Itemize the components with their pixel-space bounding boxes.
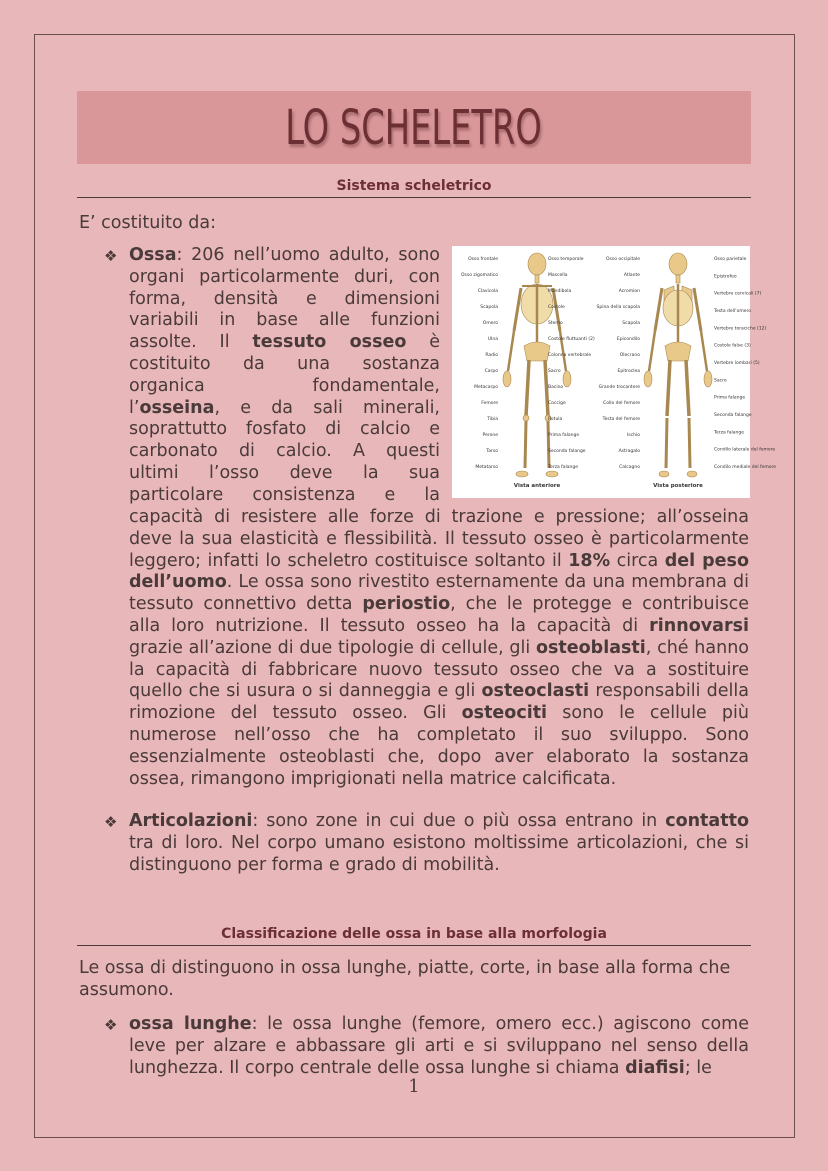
figure-label: Metatarso bbox=[475, 465, 498, 470]
caption-front: Vista anteriore bbox=[513, 483, 561, 489]
bullet-diamond-icon: ❖ bbox=[104, 247, 118, 265]
figure-label: Mascella bbox=[548, 273, 568, 278]
ossa-text: responsabili della rimozione del tessuto osseo. Gli bbox=[129, 681, 749, 724]
caption-back: Vista posteriore bbox=[653, 483, 703, 489]
ossa-line: soprattutto fosfato di calcio e bbox=[129, 419, 440, 440]
ossa-line: costituito da una sostanza bbox=[129, 353, 440, 374]
figure-label: Tarso bbox=[486, 449, 498, 454]
figure-label: Acromion bbox=[618, 289, 640, 294]
figure-label: Metacarpo bbox=[474, 385, 498, 390]
figure-label: Bacino bbox=[548, 385, 564, 390]
tessuto-osseo-term: tessuto osseo bbox=[252, 332, 407, 353]
figure-label: Prima falange bbox=[548, 433, 580, 438]
figure-label: Scapola bbox=[480, 305, 498, 310]
ossa-line: ultimi l’osso deve la sua bbox=[129, 462, 440, 483]
figure-label: Carpo bbox=[484, 369, 498, 374]
figure-label: Seconda falange bbox=[714, 413, 752, 418]
figure-label: Vertebre lombari (5) bbox=[714, 361, 760, 366]
figure-label: Colonna vertebrale bbox=[548, 353, 592, 358]
ossa-text: circa bbox=[610, 550, 665, 571]
figure-label: Testa dell’omero bbox=[714, 309, 752, 314]
figure-label: Condilo laterale del femore bbox=[714, 447, 776, 453]
labels-front-left bbox=[461, 256, 498, 470]
figure-label: Prima falange bbox=[714, 395, 746, 401]
skeleton-figure bbox=[452, 246, 777, 498]
figure-label: Testa del femore bbox=[602, 417, 640, 422]
ossa-line: carbonato di calcio. A questi bbox=[129, 441, 440, 462]
ossa-label: Ossa bbox=[129, 245, 177, 265]
ossa-paragraph-top bbox=[129, 245, 440, 507]
figure-label: Perone bbox=[482, 433, 498, 438]
figure-label: Costole fluttuanti (2) bbox=[548, 337, 595, 342]
figure-label: Osso zigomatico bbox=[460, 273, 498, 278]
osteoclasti-term: osteoclasti bbox=[481, 681, 590, 702]
osteoblasti-term: osteoblasti bbox=[535, 637, 646, 658]
ossa-lunghe-text: ; le bbox=[684, 1057, 712, 1078]
title-band bbox=[77, 91, 751, 164]
articolazioni-text: tra di loro. Nel corpo umano esistono moltissime articolazioni, che si distinguono per forma e grado di mobilità. bbox=[129, 832, 749, 875]
ossa-lunghe-text: : le ossa lunghe (femore, omero ecc.) agiscono come leve per alzare e abbassare gli arti e si sviluppano nel senso della lunghezza. Il corpo centrale delle ossa lunghe si chiama bbox=[129, 1014, 749, 1078]
figure-label: Sacro bbox=[548, 369, 561, 374]
periostio-term: periostio bbox=[362, 594, 451, 615]
ossa-text: grazie all’azione di due tipologie di cellule, gli bbox=[129, 637, 536, 658]
figure-label: Radio bbox=[485, 353, 498, 358]
figure-label: Sterno bbox=[548, 321, 563, 326]
skeleton-back bbox=[644, 253, 712, 477]
ossa-paragraph-bottom bbox=[129, 507, 749, 790]
figure-label: Grande trocantere bbox=[598, 385, 640, 390]
ossa-line: organi particolarmente duri, con bbox=[129, 266, 440, 287]
pct-term: 18% bbox=[568, 550, 611, 571]
articolazioni-text: : sono zone in cui due o più ossa entrano in bbox=[252, 811, 666, 831]
figure-label: Calcagno bbox=[619, 465, 640, 470]
figure-label: Costole bbox=[548, 305, 565, 310]
figure-label: Atlante bbox=[623, 273, 640, 278]
figure-label: Mandibola bbox=[548, 289, 572, 294]
figure-label: Condilo mediale del femore bbox=[714, 465, 777, 470]
figure-label: Collo del femore bbox=[603, 401, 640, 406]
ossa-lunghe-paragraph bbox=[129, 1014, 749, 1079]
figure-label: Ulna bbox=[487, 337, 498, 342]
page-title: LO SCHELETRO bbox=[285, 99, 543, 156]
ossa-line: variabili in base alle funzioni bbox=[129, 310, 440, 331]
page-number: 1 bbox=[408, 1076, 420, 1097]
articolazioni-paragraph bbox=[129, 811, 749, 876]
rinnovarsi-term: rinnovarsi bbox=[649, 615, 749, 636]
intro-text: E’ costituito da: bbox=[79, 213, 217, 233]
labels-front-right bbox=[547, 256, 595, 470]
figure-label: Vertebre cervicali (7) bbox=[714, 291, 762, 297]
figure-label: Spina della scapola bbox=[596, 305, 640, 310]
figure-label: Terza falange bbox=[548, 465, 578, 470]
figure-label: Epicondilo bbox=[616, 337, 640, 342]
figure-label: Tibia bbox=[487, 417, 498, 422]
ossa-text: . Le ossa sono rivestito esternamente da una membrana di tessuto connettivo detta bbox=[129, 572, 749, 615]
classificazione-intro: Le ossa di distinguono in ossa lunghe, piatte, corte, in base alla forma che assumono. bbox=[79, 958, 731, 1000]
bullet-diamond-icon: ❖ bbox=[104, 1016, 118, 1034]
osteociti-term: osteociti bbox=[461, 703, 548, 724]
figure-label: Clavicola bbox=[477, 289, 498, 294]
figure-label: Seconda falange bbox=[548, 449, 586, 454]
figure-label: Osso occipitale bbox=[605, 257, 640, 262]
figure-label: Omero bbox=[482, 321, 498, 326]
section-heading-sistema: Sistema scheletrico bbox=[77, 178, 751, 198]
ossa-line: particolare consistenza e la bbox=[129, 484, 440, 505]
figure-label: Coccige bbox=[548, 401, 566, 406]
osseina-term: osseina bbox=[139, 397, 215, 418]
section-heading-classificazione: Classificazione delle ossa in base alla morfologia bbox=[77, 926, 751, 946]
ossa-lunghe-label: ossa lunghe bbox=[129, 1014, 252, 1034]
ossa-line: assolte. Il bbox=[129, 332, 253, 353]
figure-label: Astragalo bbox=[618, 449, 640, 454]
bullet-diamond-icon: ❖ bbox=[104, 813, 118, 831]
diafisi-term: diafisi bbox=[625, 1057, 685, 1078]
ossa-text: capacità di resistere alle forze di trazione e pressione; all’osseina deve la sua elasticità e flessibilità. Il tessuto osseo è particolarmente leggero; infatti lo scheletro costituisce soltanto il bbox=[129, 507, 749, 571]
figure-label: Terza falange bbox=[714, 430, 744, 436]
ossa-text: , che le protegge e contribuisce alla loro nutrizione. Il tessuto osseo ha la capacità di bbox=[129, 594, 749, 636]
figure-label: Costole false (3) bbox=[714, 343, 751, 349]
peso-term: del peso dell’uomo bbox=[129, 550, 749, 593]
labels-back-left bbox=[596, 256, 640, 470]
ossa-text: , ché hanno la capacità di fabbricare nuovo tessuto osseo che va a sostituire quello che si usura o si danneggia e gli bbox=[129, 637, 749, 702]
articolazioni-label: Articolazioni bbox=[129, 811, 253, 831]
figure-label: Osso temporale bbox=[548, 257, 584, 262]
figure-label: Ischio bbox=[626, 433, 640, 438]
skeleton-front bbox=[503, 253, 571, 477]
figure-label: Scapola bbox=[622, 321, 640, 326]
figure-label: Osso parietale bbox=[714, 257, 747, 262]
figure-label: Olecrano bbox=[619, 353, 640, 358]
ossa-line: è bbox=[406, 332, 440, 353]
ossa-line: l’ bbox=[129, 397, 140, 418]
figure-label: Osso frontale bbox=[468, 257, 498, 262]
contatto-term: contatto bbox=[665, 811, 749, 831]
figure-label: Femore bbox=[481, 401, 498, 406]
ossa-text: sono le cellule più numerose nell’osso che ha completato il suo sviluppo. Sono essenzialmente osteoblasti che, dopo aver elaborato la sostanza ossea, rimangono imprigionati nella matrice calcificata. bbox=[129, 703, 749, 789]
figure-label: Rotula bbox=[548, 417, 563, 422]
figure-label: Epistrofeo bbox=[714, 274, 737, 280]
figure-label: Vertebre toraciche (12) bbox=[714, 326, 767, 332]
ossa-line: : 206 nell’uomo adulto, sono bbox=[176, 245, 440, 265]
ossa-line: forma, densità e dimensioni bbox=[129, 288, 440, 309]
figure-label: Sacro bbox=[714, 378, 727, 384]
ossa-line: , e da sali minerali, bbox=[214, 397, 440, 418]
figure-label: Epitroclea bbox=[617, 369, 640, 374]
ossa-line: organica fondamentale, bbox=[129, 375, 440, 396]
skeleton-illustration bbox=[452, 246, 777, 498]
